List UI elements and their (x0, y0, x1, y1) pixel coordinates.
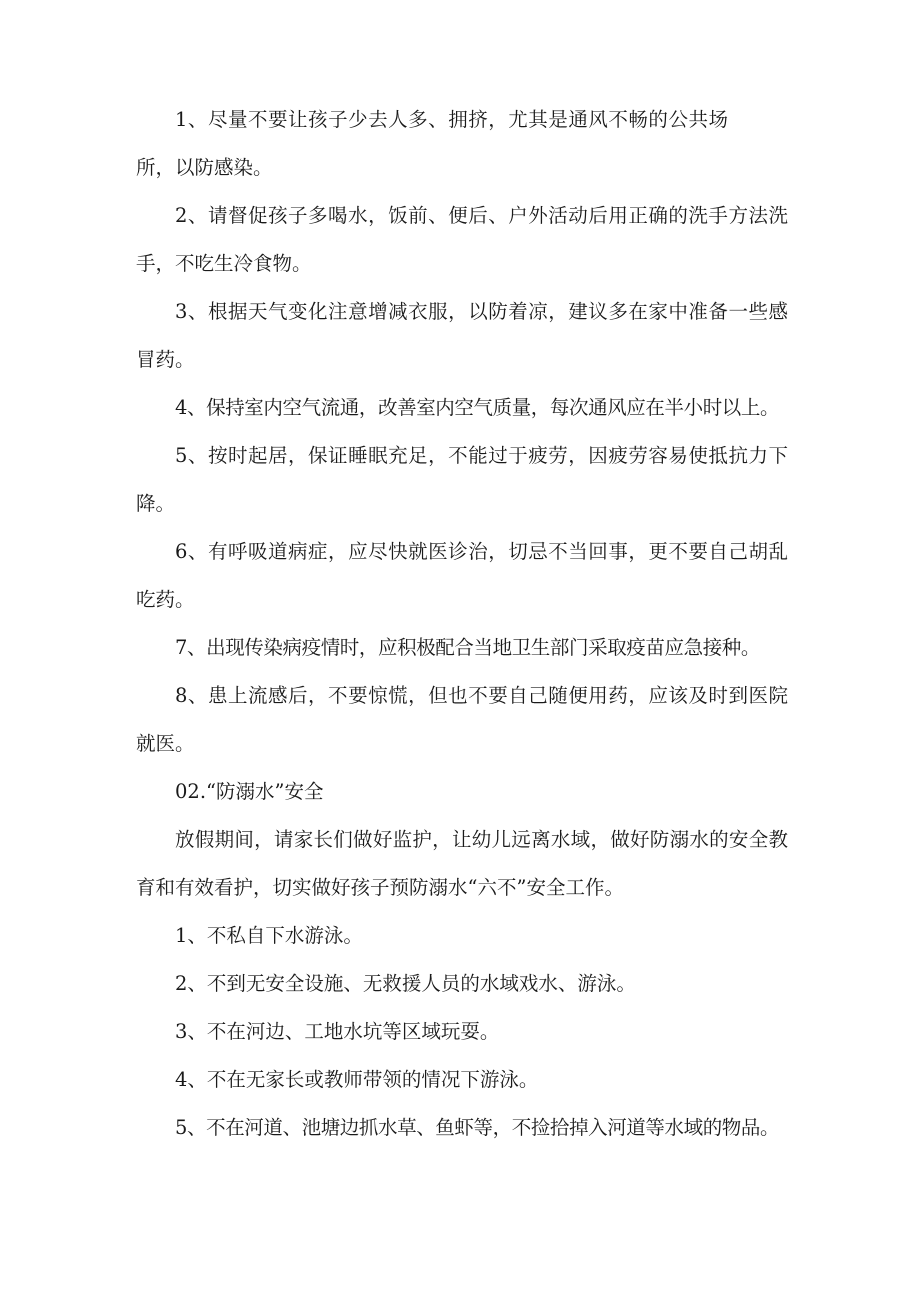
section-heading-drowning: 02.“防溺水”安全 (175, 780, 324, 803)
document-body (136, 96, 788, 1152)
paragraph-flu-3: 3、根据天气变化注意增减衣服，以防着凉，建议多在家中准备一些感冒药。 (136, 300, 788, 371)
paragraph-flu-6: 6、有呼吸道病症，应尽快就医诊治，切忌不当回事，更不要自己胡乱吃药。 (136, 540, 788, 611)
paragraph-flu-1: 1、尽量不要让孩子少去人多、拥挤，尤其是通风不畅的公共场所，以防感染。 (136, 108, 728, 179)
paragraph-flu-7: 7、出现传染病疫情时，应积极配合当地卫生部门采取疫苗应急接种。 (175, 636, 761, 659)
paragraph-flu-4: 4、保持室内空气流通，改善室内空气质量，每次通风应在半小时以上。 (175, 396, 780, 419)
paragraph-flu-2: 2、请督促孩子多喝水，饭前、便后、户外活动后用正确的洗手方法洗手，不吃生冷食物。 (136, 204, 788, 275)
paragraph-flu-8: 8、患上流感后，不要惊慌，但也不要自己随便用药，应该及时到医院就医。 (136, 684, 788, 755)
paragraph-drowning-4: 4、不在无家长或教师带领的情况下游泳。 (175, 1068, 539, 1091)
paragraph-drowning-5: 5、不在河道、池塘边抓水草、鱼虾等，不捡拾掉入河道等水域的物品。 (175, 1116, 780, 1139)
paragraph-flu-5: 5、按时起居，保证睡眠充足，不能过于疲劳，因疲劳容易使抵抗力下降。 (136, 444, 788, 515)
paragraph-drowning-intro: 放假期间，请家长们做好监护，让幼儿远离水域，做好防溺水的安全教育和有效看护，切实做好孩子预防溺水“六不”安全工作。 (136, 828, 788, 899)
paragraph-drowning-3: 3、不在河边、工地水坑等区域玩耍。 (175, 1020, 500, 1043)
paragraph-drowning-1: 1、不私自下水游泳。 (175, 924, 363, 947)
paragraph-drowning-2: 2、不到无安全设施、无救援人员的水域戏水、游泳。 (175, 972, 636, 995)
